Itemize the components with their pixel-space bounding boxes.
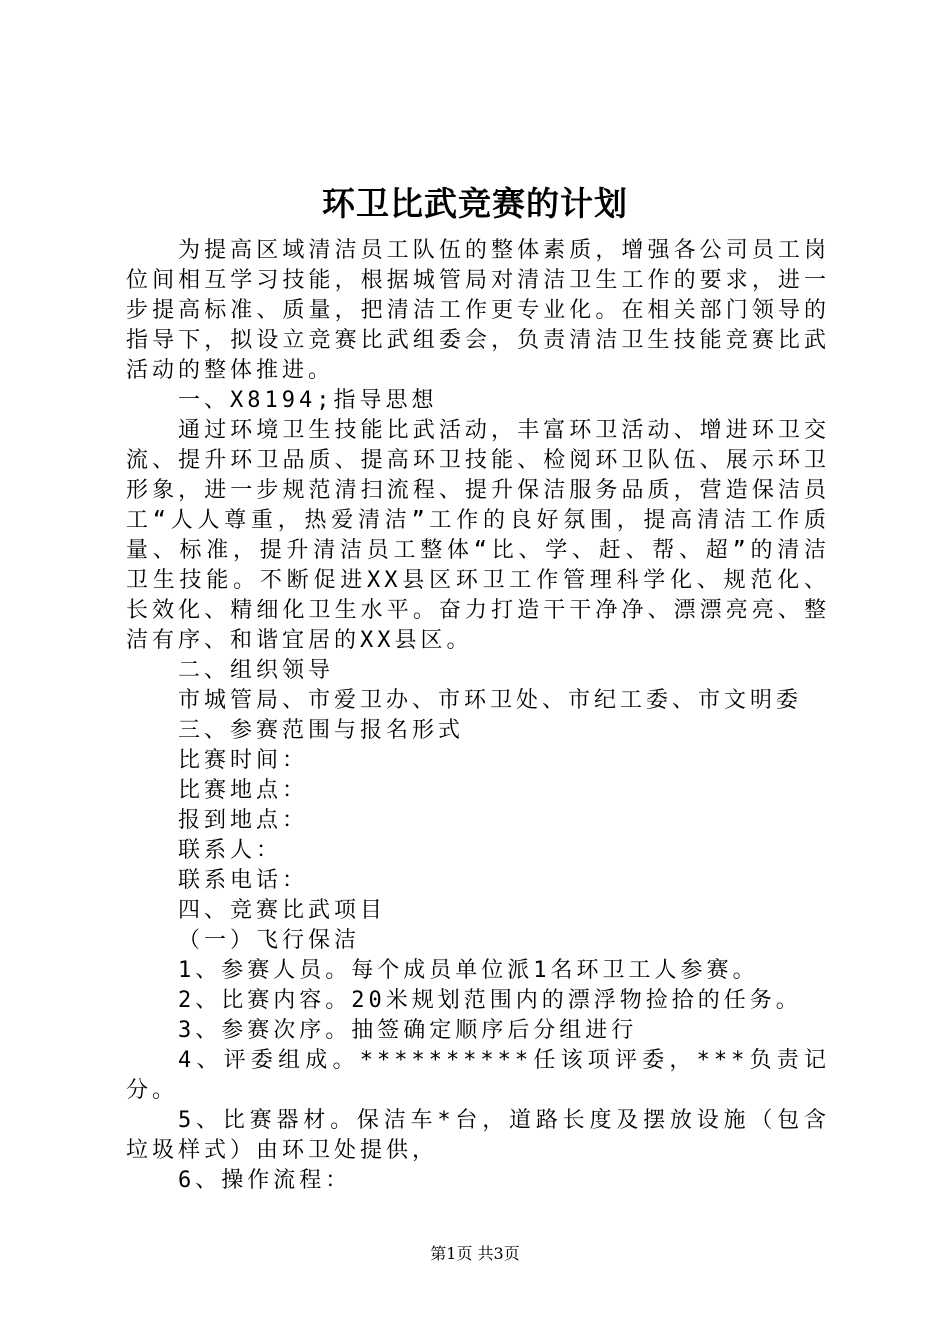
organization-list: 市城管局、市爱卫办、市环卫处、市纪工委、市文明委 (178, 688, 803, 713)
field-competition-location: 比赛地点： (178, 778, 309, 803)
field-checkin-location: 报到地点： (178, 808, 309, 833)
section-heading-organization: 二、组织领导 (178, 658, 335, 683)
guiding-ideology-paragraph: 通过环境卫生技能比武活动，丰富环卫活动、增进环卫交流、提升环卫品质、提高环卫技能、检阅环卫队伍、展示环卫形象，进一步规范清扫流程、提升保洁服务品质，营造保洁员工“人人尊重，热爱清洁”工作的良好氛围，提高清洁工作质量、标准，提升清洁员工整体“比、学、赶、帮、超”的清洁卫生技能。不断促进XX县区环卫工作管理科学化、规范化、长效化、精细化卫生水平。奋力打造干干净净、漂漂亮亮、整洁有序、和谐宜居的XX县区。 (126, 418, 830, 653)
section-heading-scope: 三、参赛范围与报名形式 (178, 718, 465, 743)
item-order: 3、参赛次序。抽签确定顺序后分组进行 (178, 1018, 638, 1043)
field-contact-phone: 联系电话： (178, 868, 309, 893)
page-footer: 第1页 共3页 (430, 1244, 520, 1263)
section-heading-guiding-ideology: 一、X8194;指导思想 (178, 388, 438, 413)
field-contact-person: 联系人： (178, 838, 283, 863)
item-equipment: 5、比赛器材。保洁车*台，道路长度及摆放设施（包含垃圾样式）由环卫处提供， (126, 1108, 830, 1163)
section-heading-events: 四、竞赛比武项目 (178, 898, 387, 923)
field-competition-time: 比赛时间： (178, 748, 309, 773)
item-procedure: 6、操作流程： (178, 1168, 352, 1193)
document-body (126, 236, 830, 1196)
item-participants: 1、参赛人员。每个成员单位派1名环卫工人参赛。 (178, 958, 759, 983)
item-content: 2、比赛内容。20米规划范围内的漂浮物捡拾的任务。 (178, 988, 802, 1013)
subsection-heading-flying-cleaning: （一）飞行保洁 (178, 928, 361, 953)
intro-paragraph: 为提高区域清洁员工队伍的整体素质，增强各公司员工岗位间相互学习技能，根据城管局对清洁卫生工作的要求，进一步提高标准、质量，把清洁工作更专业化。在相关部门领导的指导下，拟设立竞赛比武组委会，负责清洁卫生技能竞赛比武活动的整体推进。 (126, 238, 830, 383)
item-judges: 4、评委组成。**********任该项评委，***负责记分。 (126, 1048, 830, 1103)
document-title: 环卫比武竞赛的计划 (322, 184, 628, 223)
